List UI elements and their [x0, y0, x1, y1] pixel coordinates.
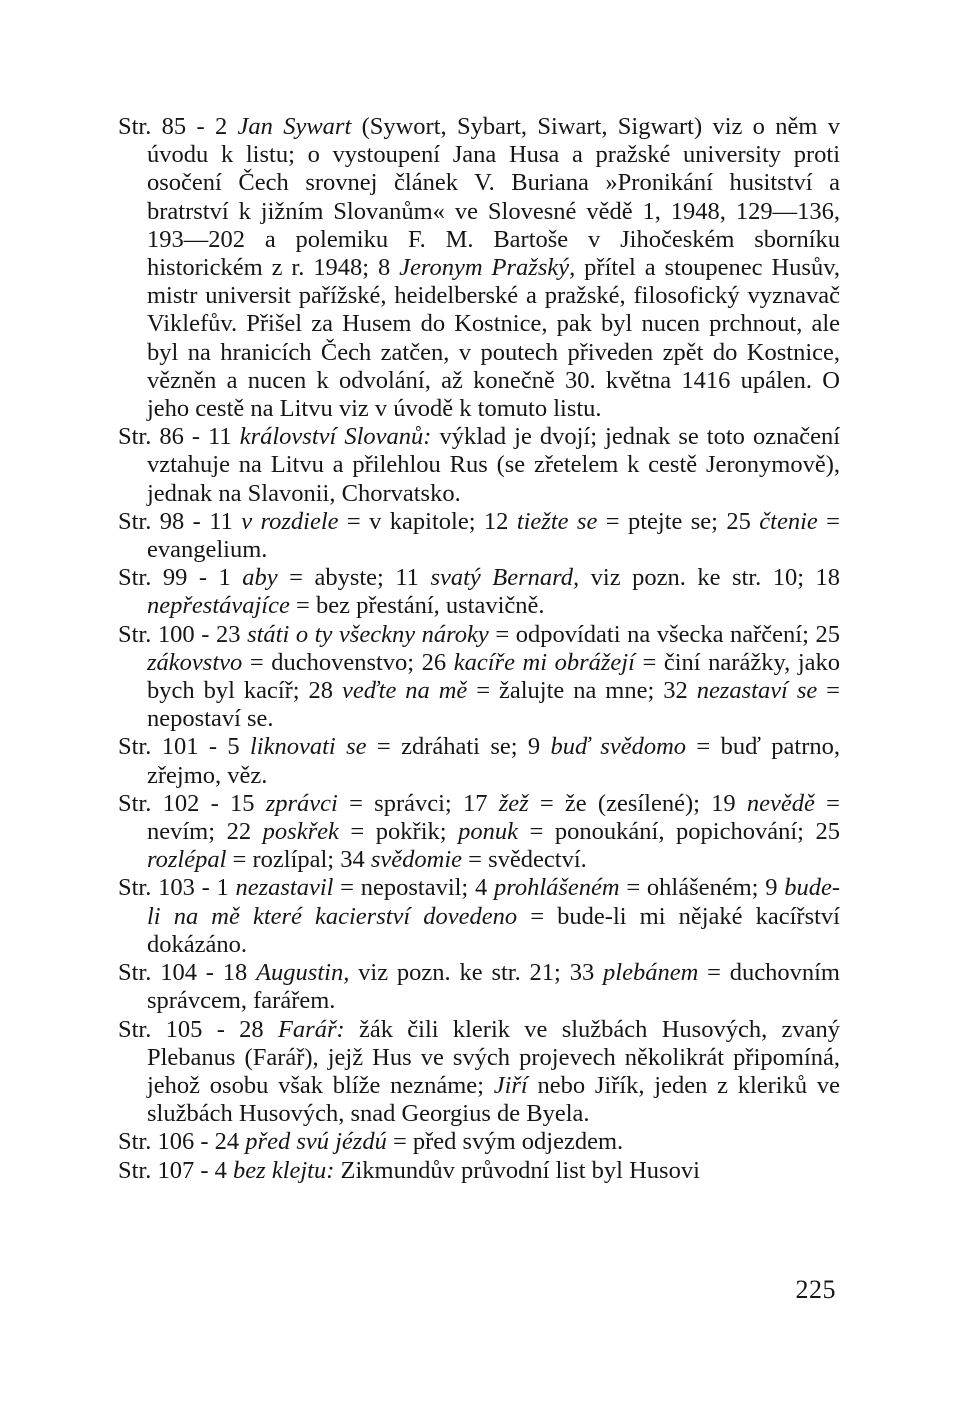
italic-term: rozlépal	[147, 846, 227, 874]
text-run: = nevím; 22	[147, 789, 840, 846]
italic-term: kacíře mi obrážejí	[453, 648, 635, 676]
text-run: Zikmundův průvodní list byl Husovi	[334, 1156, 700, 1184]
note-entry-str-103	[118, 874, 840, 959]
text-run: (Sywort, Sybart, Siwart, Sigwart) viz o něm v úvodu k listu; o vystoupení Jana Husa a pražské university proti osočení Čech srovnej článek V. Buriana »Pronikání husitství a bratrství k jižním Slovanům« ve Slovesné vědě 1, 1948, 129—136, 193—202 a polemiku F. M. Bartoše v Jihočeském sborníku historickém z r. 1948; 8	[147, 113, 840, 282]
italic-term: tiežte se	[516, 507, 598, 535]
italic-term: v rozdiele	[241, 507, 339, 535]
notes-text	[118, 113, 840, 1185]
text-run: = ohlášeném; 9	[619, 874, 785, 902]
text-run: = nepostavil; 4	[333, 874, 494, 902]
text-run: Str. 101 - 5	[118, 733, 250, 761]
italic-term: liknovati se	[250, 733, 367, 761]
text-run: = evangelium.	[147, 507, 840, 564]
italic-term: Farář:	[277, 1015, 345, 1043]
italic-term: prohlášeném	[493, 874, 620, 902]
italic-term: Augustin,	[256, 959, 350, 987]
text-run: Str. 106 - 24	[118, 1128, 246, 1156]
text-run: = duchovním správcem, farářem.	[147, 959, 840, 1015]
italic-term: státi o ty všeckny nároky	[247, 620, 489, 648]
italic-term: ponuk	[458, 818, 518, 846]
note-entry-str-86	[118, 423, 840, 508]
text-run: = před svým odjezdem.	[386, 1128, 624, 1156]
text-run: = zdráhati se; 9	[366, 733, 551, 761]
note-entry-str-100	[118, 621, 840, 734]
note-entry-str-104	[118, 959, 840, 1015]
italic-term: před svú jézdú	[245, 1128, 387, 1156]
page-number: 225	[795, 1275, 836, 1304]
text-run: = nepostaví se.	[147, 677, 840, 733]
text-run: = pokřik;	[338, 818, 459, 846]
note-entry-str-101	[118, 733, 840, 789]
italic-term: svědomie	[370, 846, 463, 874]
text-run: Str. 102 - 15	[118, 789, 266, 817]
note-entry-str-85	[118, 113, 840, 423]
italic-term: Jiří	[493, 1071, 528, 1099]
text-run: = že (zesílené); 19	[528, 789, 747, 817]
text-run: = ponoukání, popichování; 25	[518, 818, 841, 846]
text-run: nebo Jiřík, jeden z kleriků ve službách Husových, snad Georgius de Byela.	[147, 1071, 840, 1128]
italic-term: svatý Bernard,	[430, 564, 580, 592]
italic-term: Jeronym Pražský,	[399, 254, 576, 282]
text-run: = bez přestání, ustavičně.	[289, 592, 545, 620]
text-run: Str. 98 - 11	[118, 507, 242, 535]
italic-term: bude-li na mě které kacierství dovedeno	[147, 874, 840, 930]
note-entry-str-106	[118, 1128, 840, 1156]
note-entry-str-105	[118, 1016, 840, 1129]
italic-term: nevědě	[746, 789, 815, 817]
italic-term: plebánem	[603, 959, 699, 987]
text-run: = odpovídati na všecka nařčení; 25	[488, 620, 840, 648]
italic-term: zprávci	[265, 789, 338, 817]
note-entry-str-98	[118, 508, 840, 564]
italic-term: veďte na mě	[341, 677, 468, 705]
italic-term: čtenie	[759, 507, 818, 535]
italic-term: nepřestávajíce	[147, 592, 290, 620]
text-run: výklad je dvojí; jednak se toto označení vztahuje na Litvu a přilehlou Rus (se zřetelem k cestě Jeronymově), jednak na Slavonii, Chorvatsko.	[147, 423, 840, 507]
note-entry-str-99	[118, 564, 840, 620]
text-run: Str. 103 - 1	[118, 874, 236, 902]
text-run: Str. 100 - 23	[118, 620, 248, 648]
text-run: = činí narážky, jako bych byl kacíř; 28	[147, 648, 840, 705]
text-run: = svědectví.	[462, 846, 587, 874]
italic-term: nezastaví se	[696, 677, 818, 705]
text-run: = v kapitole; 12	[338, 507, 517, 535]
text-run: = bude-li mi nějaké kacířství dokázáno.	[147, 902, 840, 958]
italic-term: království Slovanů:	[239, 423, 432, 451]
text-run: = abyste; 11	[277, 564, 431, 592]
italic-term: bez klejtu:	[233, 1156, 335, 1184]
italic-term: Jan Sywart	[237, 113, 352, 140]
text-run: = rozlípal; 34	[226, 846, 371, 874]
italic-term: zákovstvo	[147, 648, 243, 676]
text-run: viz pozn. ke str. 10; 18	[579, 564, 841, 592]
italic-term: nezastavil	[235, 874, 334, 902]
text-run: Str. 86 - 11	[118, 423, 240, 451]
text-run: Str. 105 - 28	[118, 1015, 278, 1043]
italic-term: buď svědomo	[550, 733, 687, 761]
note-entry-str-107	[118, 1157, 840, 1185]
text-run: Str. 104 - 18	[118, 959, 257, 987]
text-run: = buď patrno, zřejmo, věz.	[147, 733, 841, 789]
text-run: žák čili klerik ve službách Husových, zvaný Plebanus (Farář), jejž Hus ve svých projevech několikrát připomíná, jehož osobu však blíže neznáme;	[147, 1015, 840, 1099]
text-run: = duchovenstvo; 26	[242, 648, 454, 676]
text-run: Str. 99 - 1	[118, 564, 243, 592]
text-run: = správci; 17	[337, 789, 499, 817]
italic-term: aby	[242, 564, 278, 592]
note-entry-str-102	[118, 790, 840, 875]
text-run: viz pozn. ke str. 21; 33	[349, 959, 604, 987]
italic-term: poskřek	[262, 818, 339, 846]
text-run: Str. 85 - 2	[118, 113, 238, 140]
text-run: = ptejte se; 25	[597, 507, 760, 535]
text-run: přítel a stoupenec Husův, mistr universit pařížské, heidelberské a pražské, filosofický vyznavač Viklefův. Přišel za Husem do Kostnice, pak byl nucen prchnout, ale byl na hranicích Čech zatčen, v poutech přiveden zpět do Kostnice, vězněn a nucen k odvolání, až konečně 30. května 1416 upálen. O jeho cestě na Litvu viz v úvodě k tomuto listu.	[147, 254, 840, 423]
text-run: = žalujte na mne; 32	[467, 677, 697, 705]
italic-term: žež	[498, 789, 529, 817]
text-run: Str. 107 - 4	[118, 1156, 234, 1184]
